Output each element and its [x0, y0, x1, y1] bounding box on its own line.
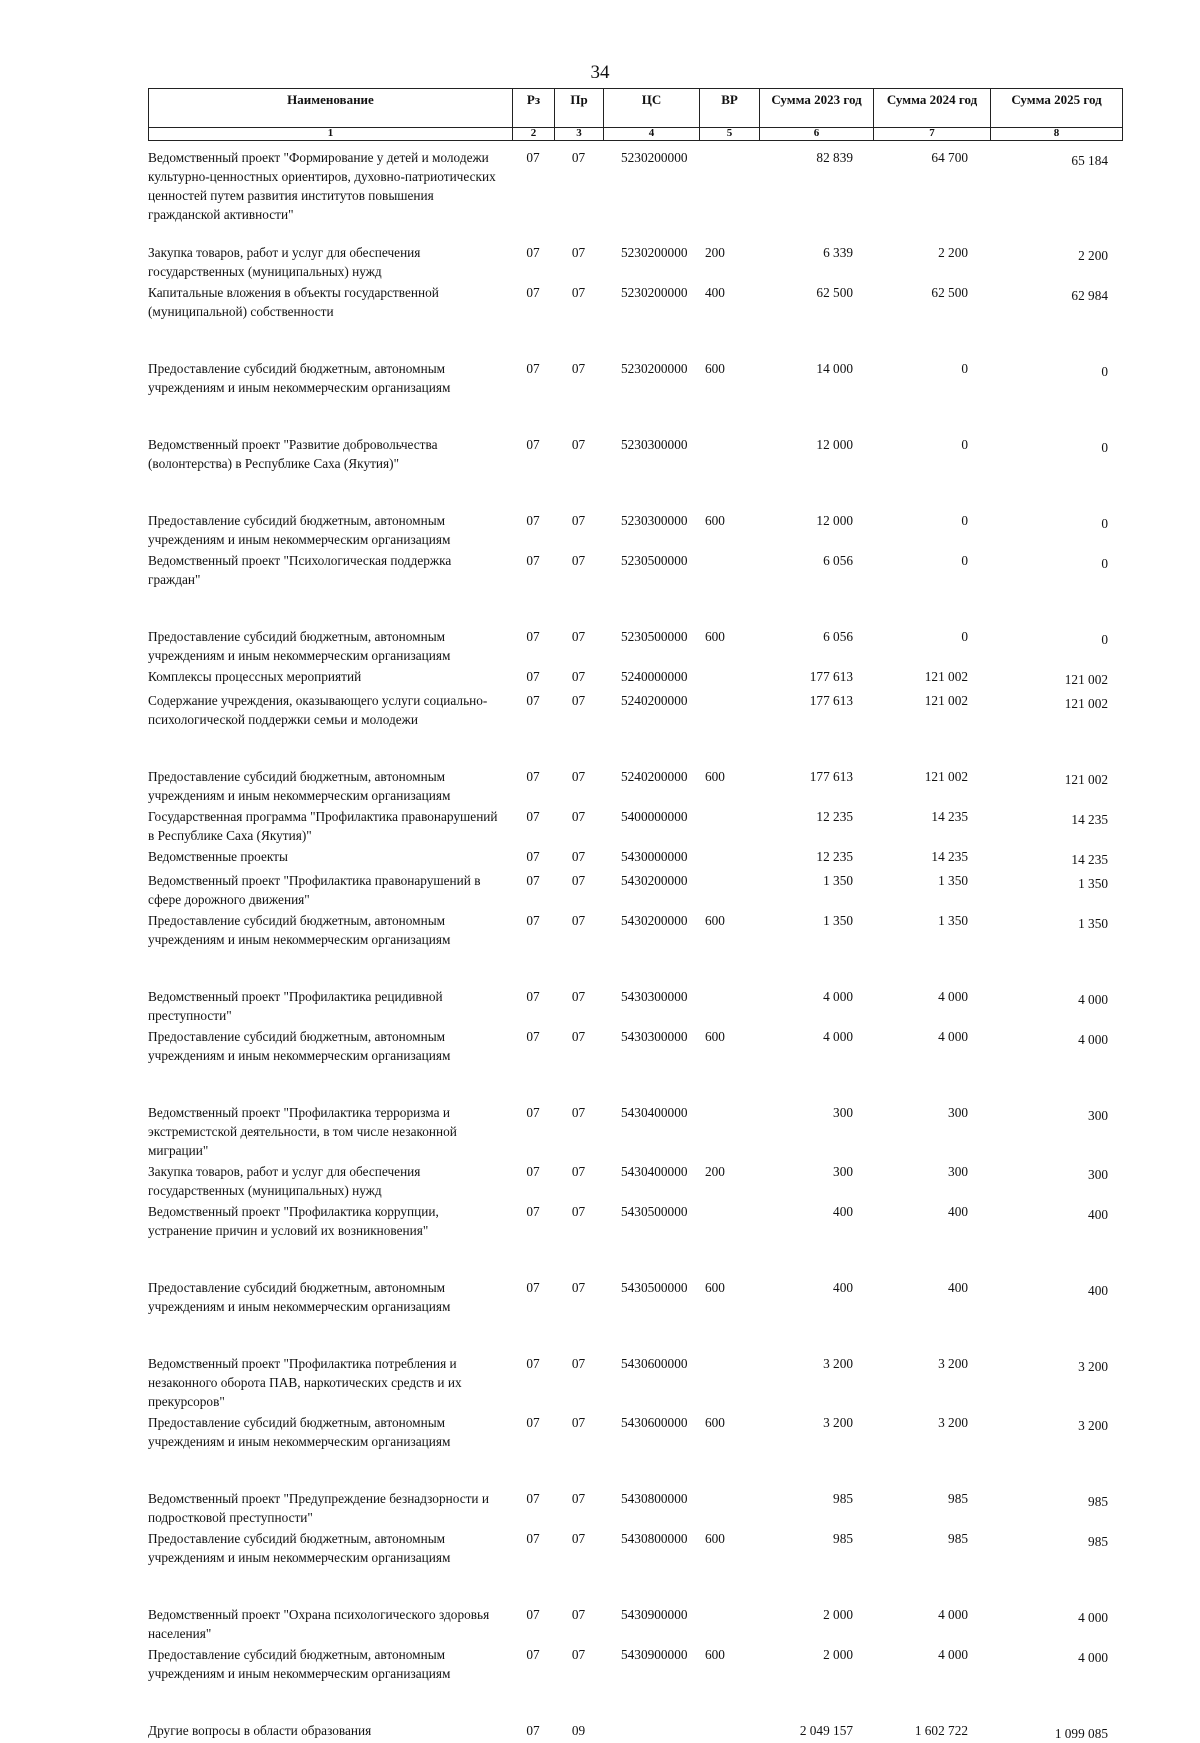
- header-number: 4: [604, 128, 700, 141]
- row-name: Ведомственные проекты: [148, 849, 288, 864]
- row-sum-2025: 121 002: [1064, 772, 1108, 787]
- row-sum-2024: 62 500: [931, 285, 968, 300]
- row-sum-2023: 6 056: [823, 553, 853, 568]
- row-rz: 07: [526, 693, 540, 708]
- row-cs: 5430800000: [621, 1491, 688, 1506]
- row-sum-2025: 0: [1101, 632, 1108, 647]
- row-cs: 5430400000: [621, 1164, 688, 1179]
- table-row: [148, 1103, 1122, 1160]
- table-row: [148, 1027, 1122, 1065]
- row-sum-2024: 0: [961, 361, 968, 376]
- row-sum-2025: 14 235: [1071, 852, 1108, 867]
- row-sum-2024: 4 000: [938, 1029, 968, 1044]
- row-pr: 07: [571, 629, 586, 644]
- row-sum-2024: 985: [948, 1531, 968, 1546]
- row-sum-2025: 0: [1101, 364, 1108, 379]
- row-pr: 07: [571, 513, 586, 528]
- row-sum-2024: 4 000: [938, 989, 968, 1004]
- row-cs: 5430500000: [621, 1204, 688, 1219]
- row-cs: [603, 1721, 699, 1743]
- row-sum-2024: 3 200: [938, 1415, 968, 1430]
- header-sum-2024: Сумма 2024 год: [874, 89, 991, 128]
- header-vr: ВР: [700, 89, 760, 128]
- row-sum-2023: 6 339: [823, 245, 853, 260]
- row-cs: 5240200000: [621, 769, 688, 784]
- row-rz: 07: [526, 1647, 540, 1662]
- row-sum-2023: 14 000: [816, 361, 853, 376]
- row-sum-2025: 0: [1101, 516, 1108, 531]
- row-sum-2024: 1 350: [938, 913, 968, 928]
- row-cs: 5240000000: [621, 669, 688, 684]
- row-sum-2023: 177 613: [809, 769, 853, 784]
- row-sum-2025: 62 984: [1071, 288, 1108, 303]
- row-rz: 07: [526, 1531, 540, 1546]
- row-cs: 5430000000: [621, 849, 688, 864]
- row-sum-2024: 121 002: [924, 669, 968, 684]
- row-cs: 5240200000: [621, 693, 688, 708]
- row-sum-2025: 1 350: [1078, 916, 1108, 931]
- row-name: Предоставление субсидий бюджетным, автономным учреждениям и иным некоммерческим организациям: [148, 361, 451, 395]
- row-cs: 5430600000: [621, 1415, 688, 1430]
- row-rz: 07: [526, 769, 540, 784]
- row-rz: 07: [526, 1105, 540, 1120]
- row-cs: 5430900000: [621, 1607, 688, 1622]
- row-vr: 600: [705, 1531, 725, 1546]
- row-sum-2025: 0: [1101, 440, 1108, 455]
- row-vr: [699, 871, 759, 909]
- table-row: [148, 807, 1122, 845]
- row-cs: 5430500000: [621, 1280, 688, 1295]
- table-row: [148, 359, 1122, 397]
- row-sum-2023: 985: [833, 1491, 853, 1506]
- row-name: Капитальные вложения в объекты государственной (муниципальной) собственности: [148, 285, 439, 319]
- row-name: Предоставление субсидий бюджетным, автономным учреждениям и иным некоммерческим организациям: [148, 629, 451, 663]
- row-sum-2023: 82 839: [816, 150, 853, 165]
- row-rz: 07: [526, 809, 540, 824]
- row-cs: 5230200000: [621, 245, 688, 260]
- row-cs: 5230200000: [621, 285, 688, 300]
- row-sum-2023: 985: [833, 1531, 853, 1546]
- row-pr: 07: [571, 285, 586, 300]
- table-row: [148, 1605, 1122, 1643]
- row-sum-2025: 400: [1088, 1283, 1108, 1298]
- row-name: Предоставление субсидий бюджетным, автономным учреждениям и иным некоммерческим организациям: [148, 913, 451, 947]
- row-sum-2024: 0: [961, 437, 968, 452]
- row-rz: 07: [526, 513, 540, 528]
- row-pr: 07: [571, 1164, 586, 1179]
- row-rz: 07: [526, 629, 540, 644]
- row-cs: 5430300000: [621, 989, 688, 1004]
- row-sum-2025: 300: [1088, 1167, 1108, 1182]
- row-name: Ведомственный проект "Профилактика правонарушений в сфере дорожного движения": [148, 873, 481, 907]
- row-cs: 5430800000: [621, 1531, 688, 1546]
- row-vr: [699, 1354, 759, 1411]
- table-row: [148, 627, 1122, 665]
- row-vr: [699, 691, 759, 729]
- table-header: [148, 88, 1123, 141]
- row-pr: 07: [571, 989, 586, 1004]
- row-sum-2023: 177 613: [809, 693, 853, 708]
- row-sum-2025: 65 184: [1071, 153, 1108, 168]
- row-rz: 07: [526, 1415, 540, 1430]
- row-sum-2023: 300: [833, 1164, 853, 1179]
- row-pr: 07: [571, 693, 586, 708]
- row-pr: 07: [571, 1647, 586, 1662]
- row-sum-2024: 121 002: [924, 769, 968, 784]
- row-sum-2023: 400: [833, 1204, 853, 1219]
- row-name: Государственная программа "Профилактика правонарушений в Республике Саха (Якутия)": [148, 809, 498, 843]
- table-row: [148, 847, 1122, 869]
- row-vr: 600: [705, 1415, 725, 1430]
- row-rz: 07: [526, 1607, 540, 1622]
- table-row: [148, 1202, 1122, 1240]
- row-vr: 600: [705, 769, 725, 784]
- row-vr: 600: [705, 629, 725, 644]
- row-sum-2024: 0: [961, 629, 968, 644]
- row-sum-2024: 2 200: [938, 245, 968, 260]
- row-pr: 07: [571, 1531, 586, 1546]
- row-rz: 07: [526, 1029, 540, 1044]
- table-row: [148, 767, 1122, 805]
- row-pr: 07: [571, 150, 586, 165]
- row-pr: 07: [571, 437, 586, 452]
- table-row: [148, 1354, 1122, 1411]
- row-sum-2025: 3 200: [1078, 1418, 1108, 1433]
- table-row: [148, 551, 1122, 589]
- row-vr: [699, 148, 759, 224]
- row-sum-2023: 12 000: [816, 437, 853, 452]
- row-vr: [699, 847, 759, 869]
- row-vr: 600: [705, 513, 725, 528]
- table-row: [148, 691, 1122, 729]
- table-row: [148, 1721, 1122, 1743]
- header-pr: Пр: [555, 89, 604, 128]
- row-pr: 07: [571, 1415, 586, 1430]
- row-pr: 07: [571, 873, 586, 888]
- row-vr: 600: [705, 361, 725, 376]
- row-sum-2023: 4 000: [823, 1029, 853, 1044]
- row-name: Ведомственный проект "Профилактика рецидивной преступности": [148, 989, 443, 1023]
- row-name: Ведомственный проект "Профилактика потребления и незаконного оборота ПАВ, наркотических средств и их прекурсоров": [148, 1356, 462, 1409]
- row-sum-2024: 64 700: [931, 150, 968, 165]
- row-pr: 07: [571, 1607, 586, 1622]
- row-pr: 07: [571, 361, 586, 376]
- row-name: Предоставление субсидий бюджетным, автономным учреждениям и иным некоммерческим организациям: [148, 1531, 451, 1565]
- row-sum-2025: 121 002: [1064, 672, 1108, 687]
- row-sum-2025: 300: [1088, 1108, 1108, 1123]
- row-sum-2023: 12 000: [816, 513, 853, 528]
- row-vr: 600: [705, 1647, 725, 1662]
- row-pr: 07: [571, 1491, 586, 1506]
- header-number: 6: [760, 128, 874, 141]
- table-row: [148, 148, 1122, 224]
- row-sum-2024: 14 235: [931, 849, 968, 864]
- table-row: [148, 1162, 1122, 1200]
- row-name: Другие вопросы в области образования: [148, 1723, 372, 1738]
- row-sum-2023: 4 000: [823, 989, 853, 1004]
- row-sum-2025: 4 000: [1078, 992, 1108, 1007]
- row-pr: 07: [571, 1280, 586, 1295]
- row-rz: 07: [526, 150, 540, 165]
- row-name: Предоставление субсидий бюджетным, автономным учреждениям и иным некоммерческим организациям: [148, 1029, 451, 1063]
- table-row: [148, 283, 1122, 321]
- row-sum-2024: 400: [948, 1280, 968, 1295]
- row-sum-2024: 0: [961, 513, 968, 528]
- header-cs: ЦС: [604, 89, 700, 128]
- table-row: [148, 1645, 1122, 1683]
- row-pr: 07: [571, 1105, 586, 1120]
- row-sum-2024: 4 000: [938, 1647, 968, 1662]
- table-row: [148, 911, 1122, 949]
- header-sum-2025: Сумма 2025 год: [991, 89, 1123, 128]
- row-name: Предоставление субсидий бюджетным, автономным учреждениям и иным некоммерческим организациям: [148, 1280, 451, 1314]
- row-rz: 07: [526, 437, 540, 452]
- row-sum-2023: 3 200: [823, 1356, 853, 1371]
- row-name: Закупка товаров, работ и услуг для обеспечения государственных (муниципальных) нужд: [148, 1164, 421, 1198]
- table-row: [148, 987, 1122, 1025]
- row-pr: 07: [571, 849, 586, 864]
- row-sum-2025: 121 002: [1064, 696, 1108, 711]
- row-name: Ведомственный проект "Психологическая поддержка граждан": [148, 553, 452, 587]
- row-pr: 07: [571, 245, 586, 260]
- row-vr: [699, 551, 759, 589]
- row-vr: 600: [705, 1029, 725, 1044]
- row-sum-2025: 0: [1101, 556, 1108, 571]
- row-cs: 5230200000: [621, 361, 688, 376]
- table-row: [148, 1413, 1122, 1451]
- header-number: 3: [555, 128, 604, 141]
- row-sum-2023: 177 613: [809, 669, 853, 684]
- row-name: Предоставление субсидий бюджетным, автономным учреждениям и иным некоммерческим организациям: [148, 769, 451, 803]
- row-sum-2025: 985: [1088, 1494, 1108, 1509]
- table-row: [148, 511, 1122, 549]
- table-row: [148, 435, 1122, 473]
- row-rz: 07: [526, 1280, 540, 1295]
- table-row: [148, 667, 1122, 689]
- row-vr: 200: [705, 1164, 725, 1179]
- row-rz: 07: [526, 849, 540, 864]
- row-sum-2024: 121 002: [924, 693, 968, 708]
- row-rz: 07: [526, 361, 540, 376]
- header-number: 1: [149, 128, 513, 141]
- row-name: Ведомственный проект "Профилактика коррупции, устранение причин и условий их возникновения": [148, 1204, 439, 1238]
- row-sum-2025: 3 200: [1078, 1359, 1108, 1374]
- row-sum-2023: 300: [833, 1105, 853, 1120]
- row-sum-2023: 12 235: [816, 809, 853, 824]
- row-cs: 5230500000: [621, 553, 688, 568]
- row-vr: [699, 435, 759, 473]
- row-cs: 5430900000: [621, 1647, 688, 1662]
- row-name: Ведомственный проект "Развитие добровольчества (волонтерства) в Республике Саха (Якутия)": [148, 437, 438, 471]
- row-rz: 07: [526, 1164, 540, 1179]
- row-sum-2023: 3 200: [823, 1415, 853, 1430]
- row-cs: 5230200000: [621, 150, 688, 165]
- row-sum-2023: 1 350: [823, 913, 853, 928]
- row-vr: [699, 1103, 759, 1160]
- row-vr: [699, 1489, 759, 1527]
- row-rz: 07: [526, 1356, 540, 1371]
- row-name: Ведомственный проект "Предупреждение безнадзорности и подростковой преступности": [148, 1491, 489, 1525]
- row-cs: 5430400000: [621, 1105, 688, 1120]
- row-sum-2024: 3 200: [938, 1356, 968, 1371]
- row-sum-2023: 2 000: [823, 1607, 853, 1622]
- row-sum-2024: 0: [961, 553, 968, 568]
- row-rz: 07: [526, 245, 540, 260]
- row-vr: 400: [705, 285, 725, 300]
- row-cs: 5430300000: [621, 1029, 688, 1044]
- row-name: Предоставление субсидий бюджетным, автономным учреждениям и иным некоммерческим организациям: [148, 513, 451, 547]
- row-sum-2025: 4 000: [1078, 1650, 1108, 1665]
- row-name: Закупка товаров, работ и услуг для обеспечения государственных (муниципальных) нужд: [148, 245, 421, 279]
- row-rz: 07: [526, 873, 540, 888]
- row-pr: 07: [571, 913, 586, 928]
- row-sum-2023: 2 000: [823, 1647, 853, 1662]
- row-sum-2025: 400: [1088, 1207, 1108, 1222]
- row-cs: 5230500000: [621, 629, 688, 644]
- row-vr: 600: [705, 913, 725, 928]
- row-sum-2025: 1 099 085: [1054, 1726, 1108, 1741]
- row-cs: 5430200000: [621, 873, 688, 888]
- row-sum-2023: 1 350: [823, 873, 853, 888]
- page-number: 34: [590, 62, 610, 83]
- row-vr: [699, 1202, 759, 1240]
- table-row: [148, 1529, 1122, 1567]
- row-pr: 07: [571, 769, 586, 784]
- row-vr: [699, 1605, 759, 1643]
- row-sum-2023: 6 056: [823, 629, 853, 644]
- row-cs: 5230300000: [621, 513, 688, 528]
- row-cs: 5430200000: [621, 913, 688, 928]
- row-sum-2024: 300: [948, 1164, 968, 1179]
- row-pr: 07: [571, 669, 586, 684]
- row-sum-2025: 1 350: [1078, 876, 1108, 891]
- row-rz: 07: [526, 913, 540, 928]
- row-sum-2024: 985: [948, 1491, 968, 1506]
- header-name: Наименование: [149, 89, 513, 128]
- header-rz: Рз: [513, 89, 555, 128]
- row-cs: 5400000000: [621, 809, 688, 824]
- row-rz: 07: [526, 285, 540, 300]
- row-sum-2023: 12 235: [816, 849, 853, 864]
- row-sum-2023: 62 500: [816, 285, 853, 300]
- row-sum-2025: 4 000: [1078, 1032, 1108, 1047]
- row-pr: 07: [571, 1204, 586, 1219]
- row-pr: 09: [571, 1723, 586, 1738]
- row-sum-2023: 2 049 157: [799, 1723, 853, 1738]
- row-sum-2025: 2 200: [1078, 248, 1108, 263]
- row-vr: [699, 667, 759, 689]
- table-row: [148, 243, 1122, 281]
- row-rz: 07: [526, 669, 540, 684]
- row-vr: 600: [705, 1280, 725, 1295]
- header-sum-2023: Сумма 2023 год: [760, 89, 874, 128]
- row-vr: 200: [705, 245, 725, 260]
- table-row: [148, 871, 1122, 909]
- row-sum-2024: 1 350: [938, 873, 968, 888]
- row-vr: [699, 807, 759, 845]
- row-sum-2024: 14 235: [931, 809, 968, 824]
- row-rz: 07: [526, 1723, 540, 1738]
- row-name: Ведомственный проект "Формирование у детей и молодежи культурно-ценностных ориентиров, духовно-патриотических ценностей путем развития институтов повышения гражданской активности": [148, 150, 496, 222]
- row-pr: 07: [571, 809, 586, 824]
- row-pr: 07: [571, 553, 586, 568]
- header-number: 8: [991, 128, 1123, 141]
- row-pr: 07: [571, 1356, 586, 1371]
- row-name: Ведомственный проект "Охрана психологического здоровья населения": [148, 1607, 490, 1641]
- header-number: 7: [874, 128, 991, 141]
- row-sum-2025: 14 235: [1071, 812, 1108, 827]
- row-sum-2024: 1 602 722: [914, 1723, 968, 1738]
- row-vr: [699, 987, 759, 1025]
- row-rz: 07: [526, 1491, 540, 1506]
- header-number: 5: [700, 128, 760, 141]
- row-sum-2024: 4 000: [938, 1607, 968, 1622]
- row-sum-2025: 985: [1088, 1534, 1108, 1549]
- table-row: [148, 1489, 1122, 1527]
- row-name: Содержание учреждения, оказывающего услуги социально-психологической поддержки семьи и молодежи: [148, 693, 488, 727]
- row-cs: 5430600000: [621, 1356, 688, 1371]
- row-sum-2024: 300: [948, 1105, 968, 1120]
- row-rz: 07: [526, 1204, 540, 1219]
- row-sum-2025: 4 000: [1078, 1610, 1108, 1625]
- row-vr: [699, 1721, 759, 1743]
- row-sum-2023: 400: [833, 1280, 853, 1295]
- row-name: Ведомственный проект "Профилактика терроризма и экстремистской деятельности, в том числе незаконной миграции": [148, 1105, 457, 1158]
- table-row: [148, 1278, 1122, 1316]
- row-rz: 07: [526, 553, 540, 568]
- row-name: Предоставление субсидий бюджетным, автономным учреждениям и иным некоммерческим организациям: [148, 1415, 451, 1449]
- row-cs: 5230300000: [621, 437, 688, 452]
- row-name: Комплексы процессных мероприятий: [148, 669, 362, 684]
- row-rz: 07: [526, 989, 540, 1004]
- budget-table-body: [148, 148, 1122, 1743]
- header-number: 2: [513, 128, 555, 141]
- row-pr: 07: [571, 1029, 586, 1044]
- row-sum-2024: 400: [948, 1204, 968, 1219]
- row-name: Предоставление субсидий бюджетным, автономным учреждениям и иным некоммерческим организациям: [148, 1647, 451, 1681]
